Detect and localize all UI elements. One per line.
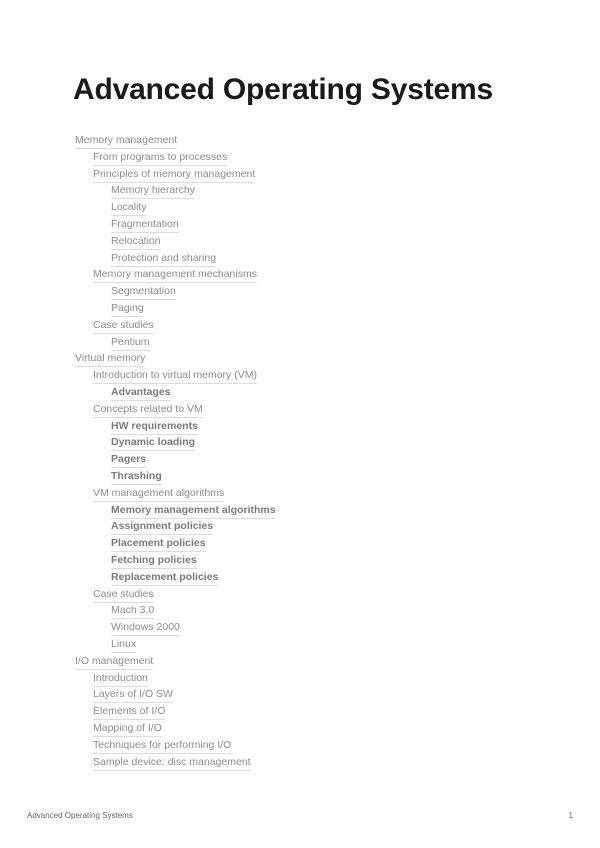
toc-link[interactable]: Case studies	[93, 588, 154, 603]
toc-link[interactable]: VM management algorithms	[93, 487, 224, 502]
toc-link[interactable]: Memory hierarchy	[111, 184, 195, 199]
toc-link[interactable]: Mach 3.0	[111, 604, 154, 619]
toc-link[interactable]: Protection and sharing	[111, 252, 216, 267]
toc-link[interactable]: Case studies	[93, 319, 154, 334]
toc-link[interactable]: Sample device: disc management	[93, 756, 251, 771]
toc-link[interactable]: Placement policies	[111, 537, 206, 552]
toc-link[interactable]: Dynamic loading	[111, 436, 195, 451]
toc-link[interactable]: Fragmentation	[111, 218, 179, 233]
toc-link[interactable]: Memory management mechanisms	[93, 268, 257, 283]
toc-link[interactable]: Locality	[111, 201, 147, 216]
page-title: Advanced Operating Systems	[73, 73, 493, 106]
toc-link[interactable]: Memory management	[75, 134, 177, 149]
toc-link[interactable]: Concepts related to VM	[93, 403, 203, 418]
toc-link[interactable]: Mapping of I/O	[93, 722, 162, 737]
toc-link[interactable]: Fetching policies	[111, 554, 197, 569]
toc-link[interactable]: Replacement policies	[111, 571, 218, 586]
toc-link[interactable]: Windows 2000	[111, 621, 180, 636]
toc-link[interactable]: From programs to processes	[93, 151, 227, 166]
toc-link[interactable]: HW requirements	[111, 420, 198, 435]
toc-link[interactable]: Linux	[111, 638, 136, 653]
toc-link[interactable]: I/O management	[75, 655, 153, 670]
toc-link[interactable]: Paging	[111, 302, 144, 317]
toc-link[interactable]: Pentium	[111, 336, 150, 351]
toc-link[interactable]: Techniques for performing I/O	[93, 739, 231, 754]
toc-link[interactable]: Assignment policies	[111, 520, 213, 535]
toc-link[interactable]: Principles of memory management	[93, 168, 255, 183]
toc-link[interactable]: Thrashing	[111, 470, 162, 485]
toc-link[interactable]: Elements of I/O	[93, 705, 165, 720]
page-number: 1	[568, 811, 573, 820]
toc-link[interactable]: Memory management algorithms	[111, 504, 276, 519]
toc-link[interactable]: Layers of I/O SW	[93, 688, 173, 703]
toc-link[interactable]: Introduction	[93, 672, 148, 687]
toc-link[interactable]: Introduction to virtual memory (VM)	[93, 369, 257, 384]
toc-link[interactable]: Pagers	[111, 453, 146, 468]
toc-link[interactable]: Virtual memory	[75, 352, 145, 367]
toc-link[interactable]: Advantages	[111, 386, 171, 401]
toc-link[interactable]: Relocation	[111, 235, 161, 250]
footer-title: Advanced Operating Systems	[27, 811, 133, 820]
toc-link[interactable]: Segmentation	[111, 285, 176, 300]
